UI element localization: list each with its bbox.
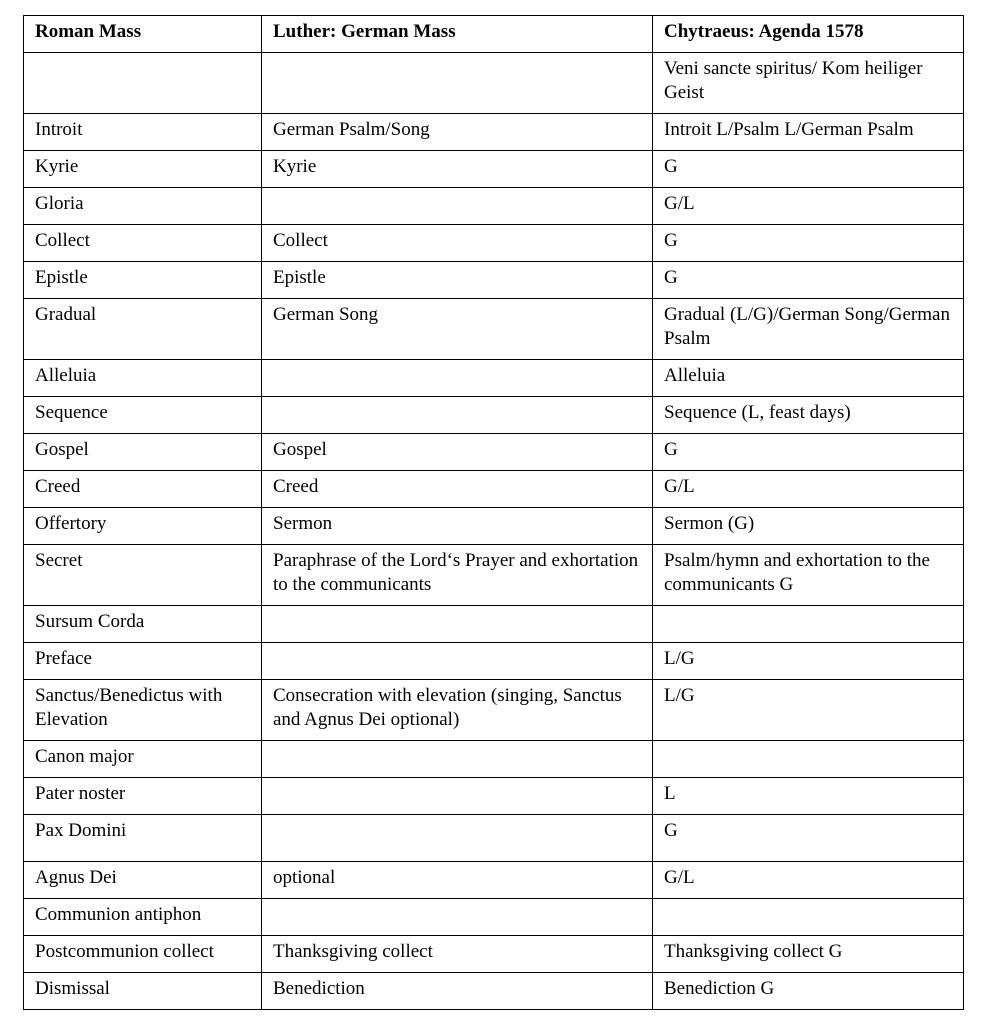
cell-luther: Kyrie bbox=[262, 151, 653, 188]
cell-luther: Thanksgiving collect bbox=[262, 936, 653, 973]
table-row bbox=[24, 299, 964, 360]
cell-luther bbox=[262, 188, 653, 225]
cell-luther bbox=[262, 815, 653, 862]
header-luther-german-mass: Luther: German Mass bbox=[262, 16, 653, 53]
cell-luther: optional bbox=[262, 862, 653, 899]
cell-chytraeus: Sermon (G) bbox=[653, 508, 964, 545]
cell-roman-mass: Dismissal bbox=[24, 973, 262, 1010]
table-row bbox=[24, 262, 964, 299]
cell-chytraeus: G bbox=[653, 225, 964, 262]
cell-luther: Creed bbox=[262, 471, 653, 508]
cell-chytraeus: L bbox=[653, 778, 964, 815]
cell-luther bbox=[262, 360, 653, 397]
table-row bbox=[24, 508, 964, 545]
table-row bbox=[24, 151, 964, 188]
cell-luther bbox=[262, 778, 653, 815]
cell-luther bbox=[262, 899, 653, 936]
table-row bbox=[24, 862, 964, 899]
table-row bbox=[24, 643, 964, 680]
cell-luther bbox=[262, 741, 653, 778]
cell-roman-mass: Preface bbox=[24, 643, 262, 680]
cell-luther: Collect bbox=[262, 225, 653, 262]
cell-roman-mass: Sanctus/Benedictus with Elevation bbox=[24, 680, 262, 741]
cell-chytraeus: G bbox=[653, 815, 964, 862]
cell-roman-mass: Gradual bbox=[24, 299, 262, 360]
cell-luther bbox=[262, 53, 653, 114]
cell-luther: Consecration with elevation (singing, Sanctus and Agnus Dei optional) bbox=[262, 680, 653, 741]
cell-chytraeus: Thanksgiving collect G bbox=[653, 936, 964, 973]
table-header-row bbox=[24, 16, 964, 53]
cell-chytraeus: G/L bbox=[653, 862, 964, 899]
cell-chytraeus bbox=[653, 899, 964, 936]
table-row bbox=[24, 899, 964, 936]
cell-chytraeus: G/L bbox=[653, 471, 964, 508]
cell-roman-mass: Gloria bbox=[24, 188, 262, 225]
cell-roman-mass: Communion antiphon bbox=[24, 899, 262, 936]
cell-chytraeus: Introit L/Psalm L/German Psalm bbox=[653, 114, 964, 151]
cell-chytraeus bbox=[653, 741, 964, 778]
cell-luther: Sermon bbox=[262, 508, 653, 545]
cell-chytraeus: L/G bbox=[653, 643, 964, 680]
table-row bbox=[24, 471, 964, 508]
table-row bbox=[24, 188, 964, 225]
cell-chytraeus: Benediction G bbox=[653, 973, 964, 1010]
cell-chytraeus: G bbox=[653, 262, 964, 299]
table-row bbox=[24, 973, 964, 1010]
table-row bbox=[24, 397, 964, 434]
cell-chytraeus bbox=[653, 606, 964, 643]
table-row bbox=[24, 606, 964, 643]
table-row bbox=[24, 778, 964, 815]
cell-chytraeus: Alleluia bbox=[653, 360, 964, 397]
header-chytraeus-agenda: Chytraeus: Agenda 1578 bbox=[653, 16, 964, 53]
cell-chytraeus: Sequence (L, feast days) bbox=[653, 397, 964, 434]
cell-roman-mass bbox=[24, 53, 262, 114]
cell-luther: Benediction bbox=[262, 973, 653, 1010]
cell-roman-mass: Offertory bbox=[24, 508, 262, 545]
cell-chytraeus: G/L bbox=[653, 188, 964, 225]
table-row bbox=[24, 680, 964, 741]
table-row bbox=[24, 434, 964, 471]
cell-chytraeus: Psalm/hymn and exhortation to the communicants G bbox=[653, 545, 964, 606]
table-row bbox=[24, 741, 964, 778]
cell-chytraeus: G bbox=[653, 151, 964, 188]
cell-chytraeus: Gradual (L/G)/German Song/German Psalm bbox=[653, 299, 964, 360]
table-row bbox=[24, 114, 964, 151]
cell-roman-mass: Agnus Dei bbox=[24, 862, 262, 899]
cell-roman-mass: Epistle bbox=[24, 262, 262, 299]
cell-roman-mass: Collect bbox=[24, 225, 262, 262]
cell-luther bbox=[262, 643, 653, 680]
cell-chytraeus: Veni sancte spiritus/ Kom heiliger Geist bbox=[653, 53, 964, 114]
cell-luther: German Song bbox=[262, 299, 653, 360]
cell-roman-mass: Postcommunion collect bbox=[24, 936, 262, 973]
cell-roman-mass: Alleluia bbox=[24, 360, 262, 397]
header-roman-mass: Roman Mass bbox=[24, 16, 262, 53]
cell-luther: Gospel bbox=[262, 434, 653, 471]
cell-roman-mass: Creed bbox=[24, 471, 262, 508]
table-row bbox=[24, 815, 964, 862]
table-row bbox=[24, 360, 964, 397]
table-row bbox=[24, 53, 964, 114]
cell-chytraeus: G bbox=[653, 434, 964, 471]
cell-roman-mass: Pater noster bbox=[24, 778, 262, 815]
cell-roman-mass: Pax Domini bbox=[24, 815, 262, 862]
liturgy-comparison-table bbox=[23, 15, 964, 1010]
table-row bbox=[24, 225, 964, 262]
cell-luther: German Psalm/Song bbox=[262, 114, 653, 151]
cell-roman-mass: Gospel bbox=[24, 434, 262, 471]
cell-roman-mass: Sequence bbox=[24, 397, 262, 434]
cell-roman-mass: Introit bbox=[24, 114, 262, 151]
table-row bbox=[24, 936, 964, 973]
cell-roman-mass: Sursum Corda bbox=[24, 606, 262, 643]
cell-roman-mass: Canon major bbox=[24, 741, 262, 778]
cell-luther: Epistle bbox=[262, 262, 653, 299]
cell-luther: Paraphrase of the Lord‘s Prayer and exhortation to the communicants bbox=[262, 545, 653, 606]
cell-chytraeus: L/G bbox=[653, 680, 964, 741]
cell-luther bbox=[262, 397, 653, 434]
cell-roman-mass: Kyrie bbox=[24, 151, 262, 188]
table-row bbox=[24, 545, 964, 606]
cell-luther bbox=[262, 606, 653, 643]
cell-roman-mass: Secret bbox=[24, 545, 262, 606]
